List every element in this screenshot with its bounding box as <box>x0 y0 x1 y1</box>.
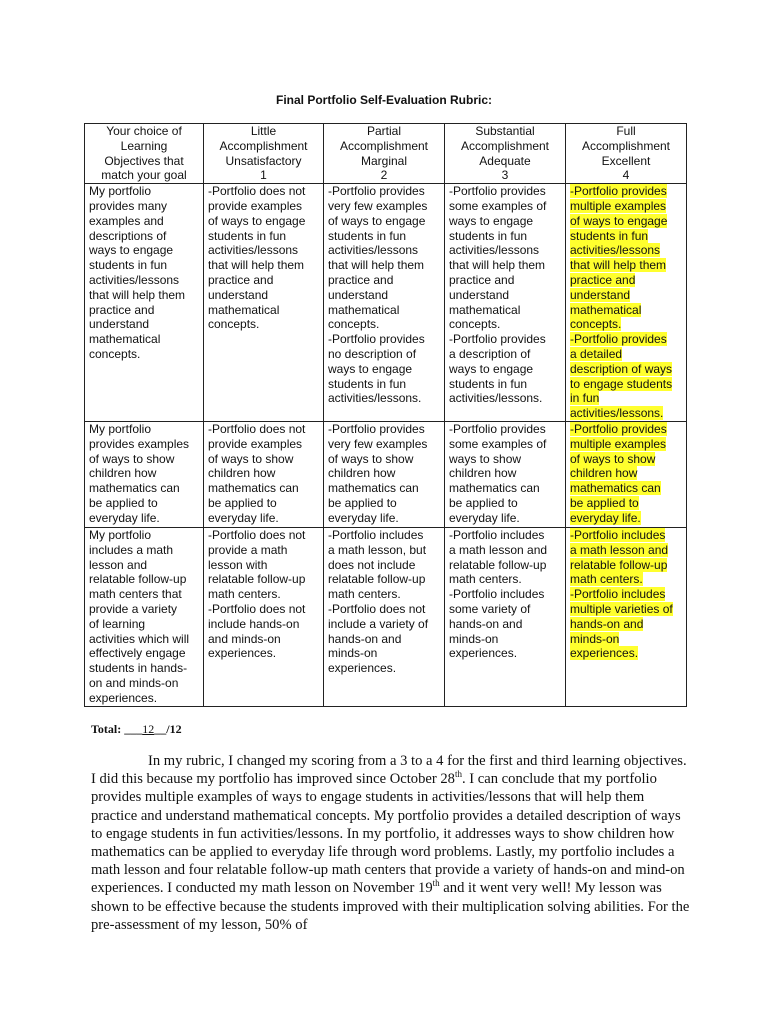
reflection-paragraph <box>91 752 691 934</box>
total-value: 12 <box>142 722 155 736</box>
cell-line: Unsatisfactory <box>225 153 302 168</box>
cell-line: everyday life. <box>570 510 641 525</box>
cell-line: a detailed <box>570 346 623 361</box>
cell-line: provide a variety <box>89 601 178 616</box>
criteria-cell <box>204 421 324 527</box>
criteria-cell <box>445 527 566 706</box>
cell-line: experiences. <box>208 646 277 661</box>
cell-line: Full <box>616 124 636 138</box>
cell-line: activities/lessons. <box>449 391 543 406</box>
cell-line: -Portfolio provides <box>328 421 425 436</box>
cell-line: students in hands- <box>89 661 188 676</box>
header-cell <box>85 124 204 184</box>
cell-line: concepts. <box>89 346 141 361</box>
criteria-cell-highlighted <box>566 184 687 422</box>
cell-line: relatable follow-up <box>89 572 187 587</box>
cell-line: -Portfolio includes <box>328 527 424 542</box>
header-cell <box>566 124 687 184</box>
cell-line: of ways to show <box>328 451 414 466</box>
criteria-cell <box>204 184 324 422</box>
objective-cell <box>85 421 204 527</box>
criteria-cell-highlighted <box>566 527 687 706</box>
cell-line: Accomplishment <box>581 138 671 153</box>
cell-line: mathematics can <box>89 481 180 496</box>
criteria-cell <box>445 184 566 422</box>
cell-line: that will help them <box>89 287 186 302</box>
cell-line: some examples of <box>449 436 547 451</box>
cell-line: be applied to <box>449 495 518 510</box>
cell-line: mathematical <box>449 302 521 317</box>
cell-line: practice and <box>328 272 394 287</box>
cell-line: Accomplishment <box>339 138 429 153</box>
cell-line: activities/lessons. <box>570 406 664 421</box>
cell-line: activities/lessons <box>208 243 299 258</box>
header-cell <box>445 124 566 184</box>
cell-line: ways to engage <box>89 243 174 258</box>
cell-line: -Portfolio provides <box>570 184 667 199</box>
cell-line: everyday life. <box>89 510 160 525</box>
cell-line: of learning <box>89 616 146 631</box>
cell-line: understand <box>449 287 510 302</box>
cell-line: -Portfolio provides <box>449 421 546 436</box>
cell-line: description of ways <box>570 361 673 376</box>
cell-line: minds-on <box>570 631 620 646</box>
cell-line: be applied to <box>328 495 397 510</box>
rubric-header-row <box>85 124 687 184</box>
cell-line: mathematical <box>208 302 280 317</box>
cell-line: of ways to show <box>570 451 656 466</box>
cell-line: of ways to engage <box>570 213 668 228</box>
total-label: Total: ___ <box>91 722 143 736</box>
cell-line: students in fun <box>89 258 168 273</box>
cell-line: everyday life. <box>328 510 399 525</box>
cell-line: effectively engage <box>89 646 186 661</box>
cell-line: experiences. <box>449 646 518 661</box>
cell-line: -Portfolio does not <box>208 601 306 616</box>
cell-line: does not include <box>328 557 416 572</box>
cell-line: includes a math <box>89 542 174 557</box>
cell-line: practice and <box>208 272 274 287</box>
cell-line: very few examples <box>328 436 428 451</box>
cell-line: mathematics can <box>570 481 661 496</box>
cell-line: practice and <box>89 302 155 317</box>
cell-line: some examples of <box>449 198 547 213</box>
cell-line: activities/lessons <box>570 243 661 258</box>
cell-line: a math lesson and <box>449 542 548 557</box>
page-title: Final Portfolio Self-Evaluation Rubric: <box>275 93 492 107</box>
criteria-cell-highlighted <box>566 421 687 527</box>
cell-line: on and minds-on <box>89 675 179 690</box>
cell-line: Objectives that <box>104 153 184 168</box>
cell-line: be applied to <box>89 495 158 510</box>
paragraph-text: . I can conclude that my portfolio provides multiple examples of ways to engage students in activities/lessons that will help them practice and understand mathematical concepts. My portfolio provides a detailed description of ways to engage students in fun activities/lessons. In my portfolio, it addresses ways to show children how mathematics can be applied to everyday life through word problems. Lastly, my portfolio includes a math lesson and four relatable follow-up math centers that provide a variety of hands-on and mind-on experiences. I conducted my math lesson on November 19 <box>91 771 685 897</box>
cell-line: that will help them <box>449 258 546 273</box>
cell-line: and minds-on <box>208 631 281 646</box>
cell-line: students in fun <box>328 376 407 391</box>
cell-line: -Portfolio includes <box>570 527 666 542</box>
cell-line: children how <box>570 466 638 481</box>
cell-line: experiences. <box>570 646 639 661</box>
cell-line: relatable follow-up <box>208 572 306 587</box>
cell-line: that will help them <box>570 258 667 273</box>
cell-line: experiences. <box>328 661 397 676</box>
cell-line: everyday life. <box>208 510 279 525</box>
cell-line: a description of <box>449 346 531 361</box>
cell-line: multiple examples <box>570 436 667 451</box>
rubric-row <box>85 527 687 706</box>
cell-line: that will help them <box>208 258 305 273</box>
cell-line: concepts. <box>449 317 501 332</box>
cell-line: understand <box>328 287 389 302</box>
cell-line: lesson with <box>208 557 268 572</box>
cell-line: My portfolio <box>89 184 152 199</box>
cell-line: multiple examples <box>570 198 667 213</box>
cell-line: understand <box>89 317 150 332</box>
cell-line: concepts. <box>208 317 260 332</box>
cell-line: 1 <box>260 168 267 183</box>
paragraph-text: and it went very well! My lesson was shown to be effective because the students improved with their multiplication solving abilities. For the pre-assessment of my lesson, 50% of <box>91 880 690 933</box>
cell-line: practice and <box>449 272 515 287</box>
cell-line: activities/lessons <box>89 272 180 287</box>
cell-line: students in fun <box>570 228 649 243</box>
cell-line: hands-on and <box>328 631 402 646</box>
cell-line: mathematical <box>89 332 161 347</box>
cell-line: Your choice of <box>106 124 182 138</box>
cell-line: hands-on and <box>570 616 644 631</box>
cell-line: My portfolio <box>89 421 152 436</box>
cell-line: relatable follow-up <box>449 557 547 572</box>
cell-line: concepts. <box>328 317 380 332</box>
cell-line: multiple varieties of <box>570 601 673 616</box>
cell-line: mathematics can <box>208 481 299 496</box>
cell-line: relatable follow-up <box>570 557 668 572</box>
cell-line: very few examples <box>328 198 428 213</box>
cell-line: Learning <box>120 138 168 153</box>
cell-line: of ways to engage <box>328 213 426 228</box>
cell-line: practice and <box>570 272 636 287</box>
rubric-row <box>85 421 687 527</box>
cell-line: Partial <box>366 124 401 138</box>
cell-line: a math lesson, but <box>328 542 427 557</box>
cell-line: -Portfolio provides <box>570 421 667 436</box>
rubric-table <box>84 123 687 707</box>
total-score <box>91 722 182 737</box>
cell-line: -Portfolio includes <box>449 527 545 542</box>
cell-line: activities/lessons. <box>328 391 422 406</box>
cell-line: -Portfolio includes <box>449 587 545 602</box>
cell-line: -Portfolio does not <box>208 184 306 199</box>
cell-line: a math lesson and <box>570 542 669 557</box>
cell-line: -Portfolio does not <box>328 601 426 616</box>
cell-line: match your goal <box>101 168 187 183</box>
cell-line: students in fun <box>208 228 287 243</box>
cell-line: provide examples <box>208 436 303 451</box>
cell-line: My portfolio <box>89 527 152 542</box>
cell-line: activities/lessons <box>449 243 540 258</box>
cell-line: -Portfolio does not <box>208 421 306 436</box>
cell-line: be applied to <box>208 495 277 510</box>
total-denominator: __/12 <box>154 722 182 736</box>
cell-line: math centers. <box>328 587 401 602</box>
cell-line: -Portfolio provides <box>570 332 667 347</box>
cell-line: Accomplishment <box>219 138 308 153</box>
cell-line: relatable follow-up <box>328 572 426 587</box>
cell-line: students in fun <box>449 228 528 243</box>
cell-line: math centers. <box>449 572 522 587</box>
cell-line: children how <box>449 466 517 481</box>
cell-line: ways to engage <box>449 213 534 228</box>
cell-line: math centers that <box>89 587 182 602</box>
cell-line: children how <box>208 466 276 481</box>
cell-line: include hands-on <box>208 616 300 631</box>
cell-line: understand <box>208 287 269 302</box>
criteria-cell <box>445 421 566 527</box>
cell-line: provides many <box>89 198 168 213</box>
cell-line: hands-on and <box>449 616 523 631</box>
cell-line: mathematics can <box>449 481 540 496</box>
cell-line: Adequate <box>479 153 531 168</box>
cell-line: ways to engage <box>328 361 413 376</box>
cell-line: understand <box>570 287 631 302</box>
criteria-cell <box>324 527 445 706</box>
cell-line: be applied to <box>570 495 639 510</box>
cell-line: -Portfolio provides <box>449 332 546 347</box>
cell-line: 2 <box>380 168 388 183</box>
cell-line: math centers. <box>570 572 643 587</box>
cell-line: -Portfolio provides <box>328 184 425 199</box>
cell-line: concepts. <box>570 317 622 332</box>
cell-line: of ways to show <box>89 451 175 466</box>
cell-line: 4 <box>622 168 630 183</box>
cell-line: activities/lessons <box>328 243 419 258</box>
cell-line: children how <box>89 466 157 481</box>
criteria-cell <box>324 184 445 422</box>
cell-line: activities which will <box>89 631 190 646</box>
objective-cell <box>85 527 204 706</box>
cell-line: minds-on <box>328 646 378 661</box>
cell-line: experiences. <box>89 690 158 705</box>
cell-line: Little <box>250 124 277 138</box>
cell-line: lesson and <box>89 557 148 572</box>
cell-line: some variety of <box>449 601 531 616</box>
cell-line: -Portfolio does not <box>208 527 306 542</box>
superscript: th <box>432 878 440 889</box>
rubric-row <box>85 184 687 422</box>
cell-line: of ways to show <box>208 451 294 466</box>
cell-line: of ways to engage <box>208 213 306 228</box>
cell-line: children how <box>328 466 396 481</box>
cell-line: to engage students <box>570 376 673 391</box>
cell-line: -Portfolio provides <box>328 332 425 347</box>
cell-line: math centers. <box>208 587 281 602</box>
cell-line: in fun <box>570 391 600 406</box>
cell-line: Excellent <box>601 153 651 168</box>
cell-line: examples and <box>89 213 164 228</box>
cell-line: descriptions of <box>89 228 167 243</box>
cell-line: -Portfolio includes <box>570 587 666 602</box>
cell-line: -Portfolio provides <box>449 184 546 199</box>
paragraph-text: In my rubric, I changed my scoring from a 3 to a 4 for the first and third learning objectives. I did this because my portfolio has improved since October 28 <box>91 753 687 788</box>
cell-line: mathematical <box>570 302 642 317</box>
cell-line: students in fun <box>328 228 407 243</box>
criteria-cell <box>324 421 445 527</box>
cell-line: ways to engage <box>449 361 534 376</box>
criteria-cell <box>204 527 324 706</box>
cell-line: that will help them <box>328 258 425 273</box>
cell-line: no description of <box>328 346 417 361</box>
header-cell <box>204 124 324 184</box>
objective-cell <box>85 184 204 422</box>
cell-line: Marginal <box>360 153 408 168</box>
cell-line: students in fun <box>449 376 528 391</box>
cell-line: provide a math <box>208 542 288 557</box>
cell-line: include a variety of <box>328 616 429 631</box>
cell-line: provide examples <box>208 198 303 213</box>
cell-line: mathematical <box>328 302 400 317</box>
cell-line: mathematics can <box>328 481 419 496</box>
cell-line: Accomplishment <box>460 138 550 153</box>
cell-line: Substantial <box>475 124 535 138</box>
header-cell <box>324 124 445 184</box>
cell-line: provides examples <box>89 436 190 451</box>
superscript: th <box>454 769 462 780</box>
cell-line: ways to show <box>449 451 522 466</box>
cell-line: minds-on <box>449 631 499 646</box>
cell-line: 3 <box>501 168 509 183</box>
cell-line: everyday life. <box>449 510 520 525</box>
